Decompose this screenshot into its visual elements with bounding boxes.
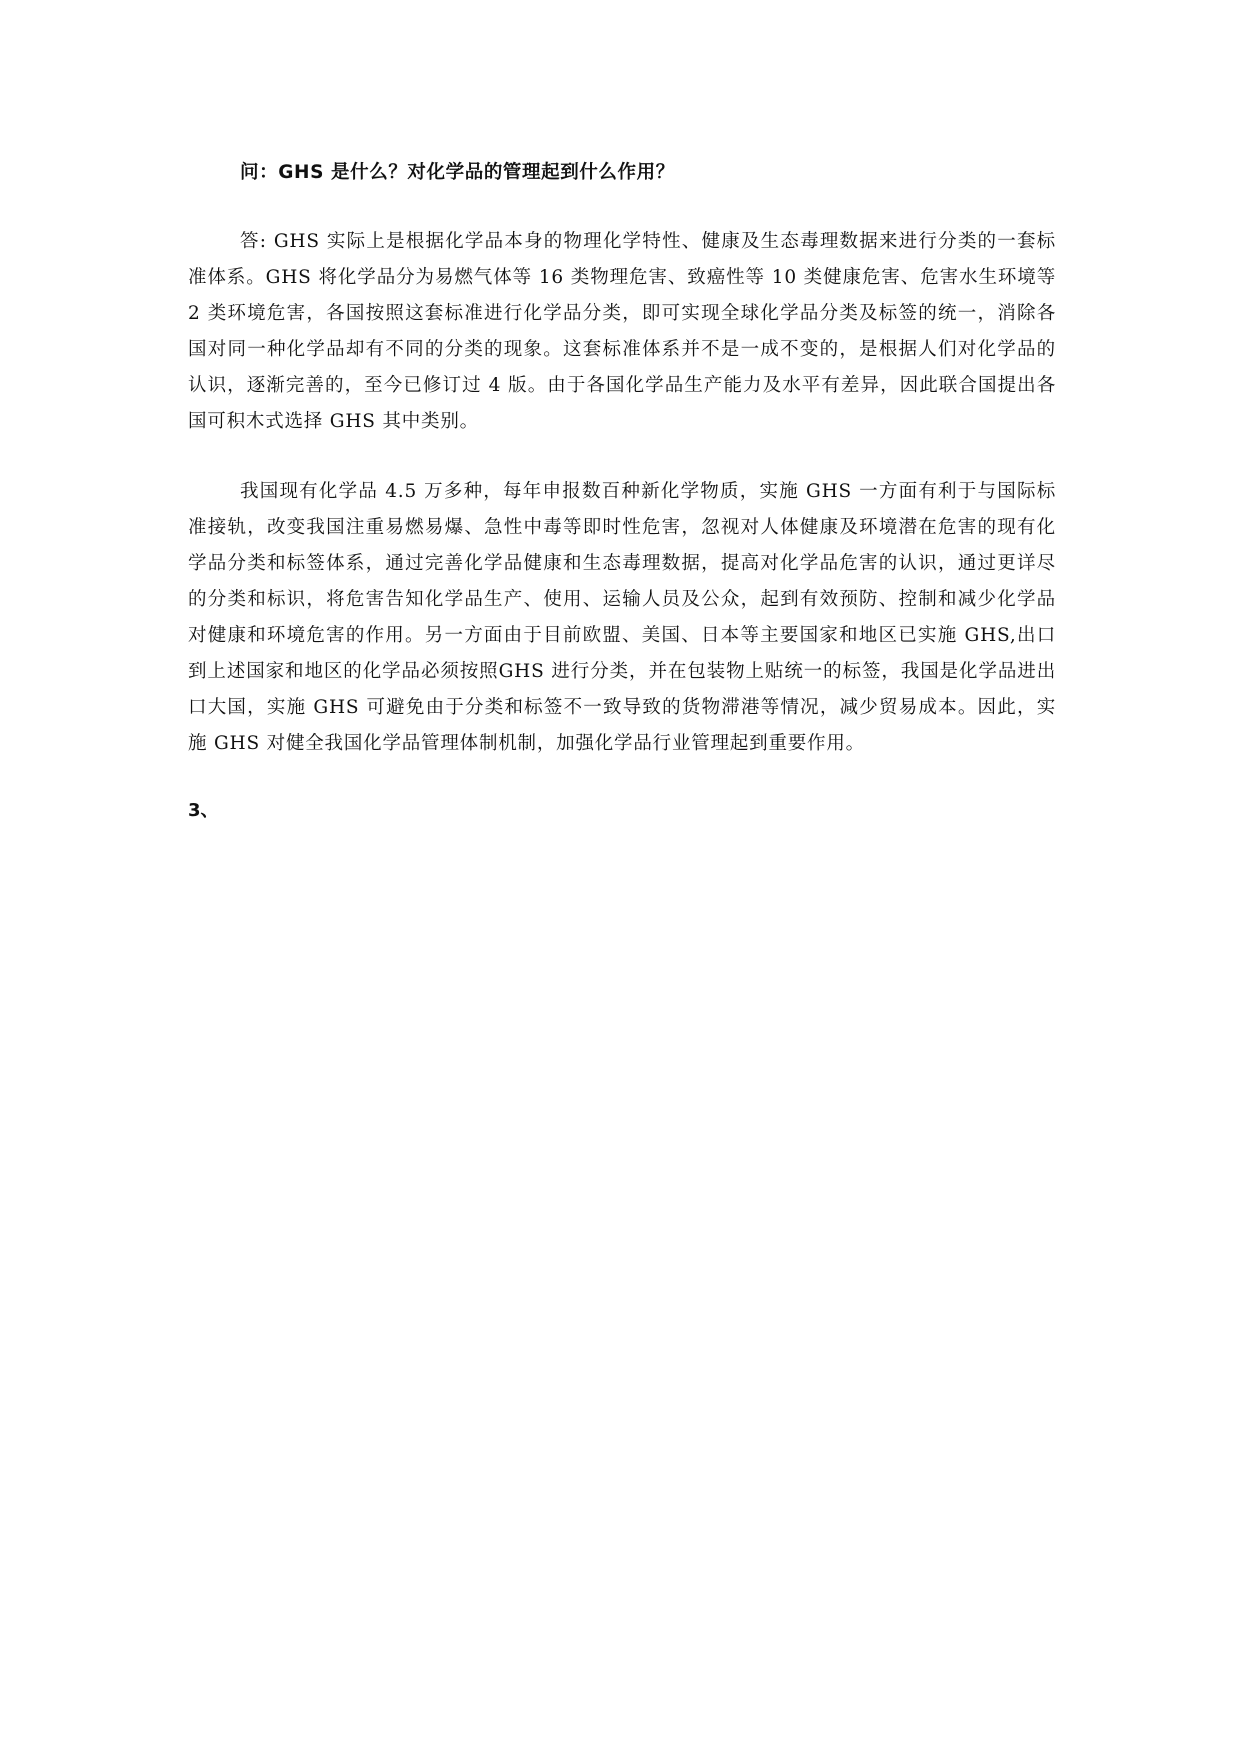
document-body	[188, 158, 1056, 826]
section-number: 3、	[188, 800, 219, 821]
answer-paragraph: 答: GHS 实际上是根据化学品本身的物理化学特性、健康及生态毒理数据来进行分类的一套标准体系。GHS 将化学品分为易燃气体等 16 类物理危害、致癌性等 10 类健康危害、危害水生环境等 2 类环境危害，各国按照这套标准进行化学品分类，即可实现全球化学品分类及标签的统一，消除各国对同一种化学品却有不同的分类的现象。这套标准体系并不是一成不变的，是根据人们对化学品的认识，逐渐完善的，至今已修订过 4 版。由于各国化学品生产能力及水平有差异，因此联合国提出各国可积木式选择 GHS 其中类别。	[188, 231, 1056, 432]
question-heading: 问：GHS 是什么？对化学品的管理起到什么作用？	[240, 162, 675, 183]
china-ghs-paragraph: 我国现有化学品 4.5 万多种，每年申报数百种新化学物质，实施 GHS 一方面有利于与国际标准接轨，改变我国注重易燃易爆、急性中毒等即时性危害，忽视对人体健康及环境潜在危害的现有化学品分类和标签体系，通过完善化学品健康和生态毒理数据，提高对化学品危害的认识，通过更详尽的分类和标识，将危害告知化学品生产、使用、运输人员及公众，起到有效预防、控制和减少化学品对健康和环境危害的作用。另一方面由于目前欧盟、美国、日本等主要国家和地区已实施 GHS,出口到上述国家和地区的化学品必须按照GHS 进行分类，并在包装物上贴统一的标签，我国是化学品进出口大国，实施 GHS 可避免由于分类和标签不一致导致的货物滞港等情况，减少贸易成本。因此，实施 GHS 对健全我国化学品管理体制机制，加强化学品行业管理起到重要作用。	[188, 481, 1056, 754]
